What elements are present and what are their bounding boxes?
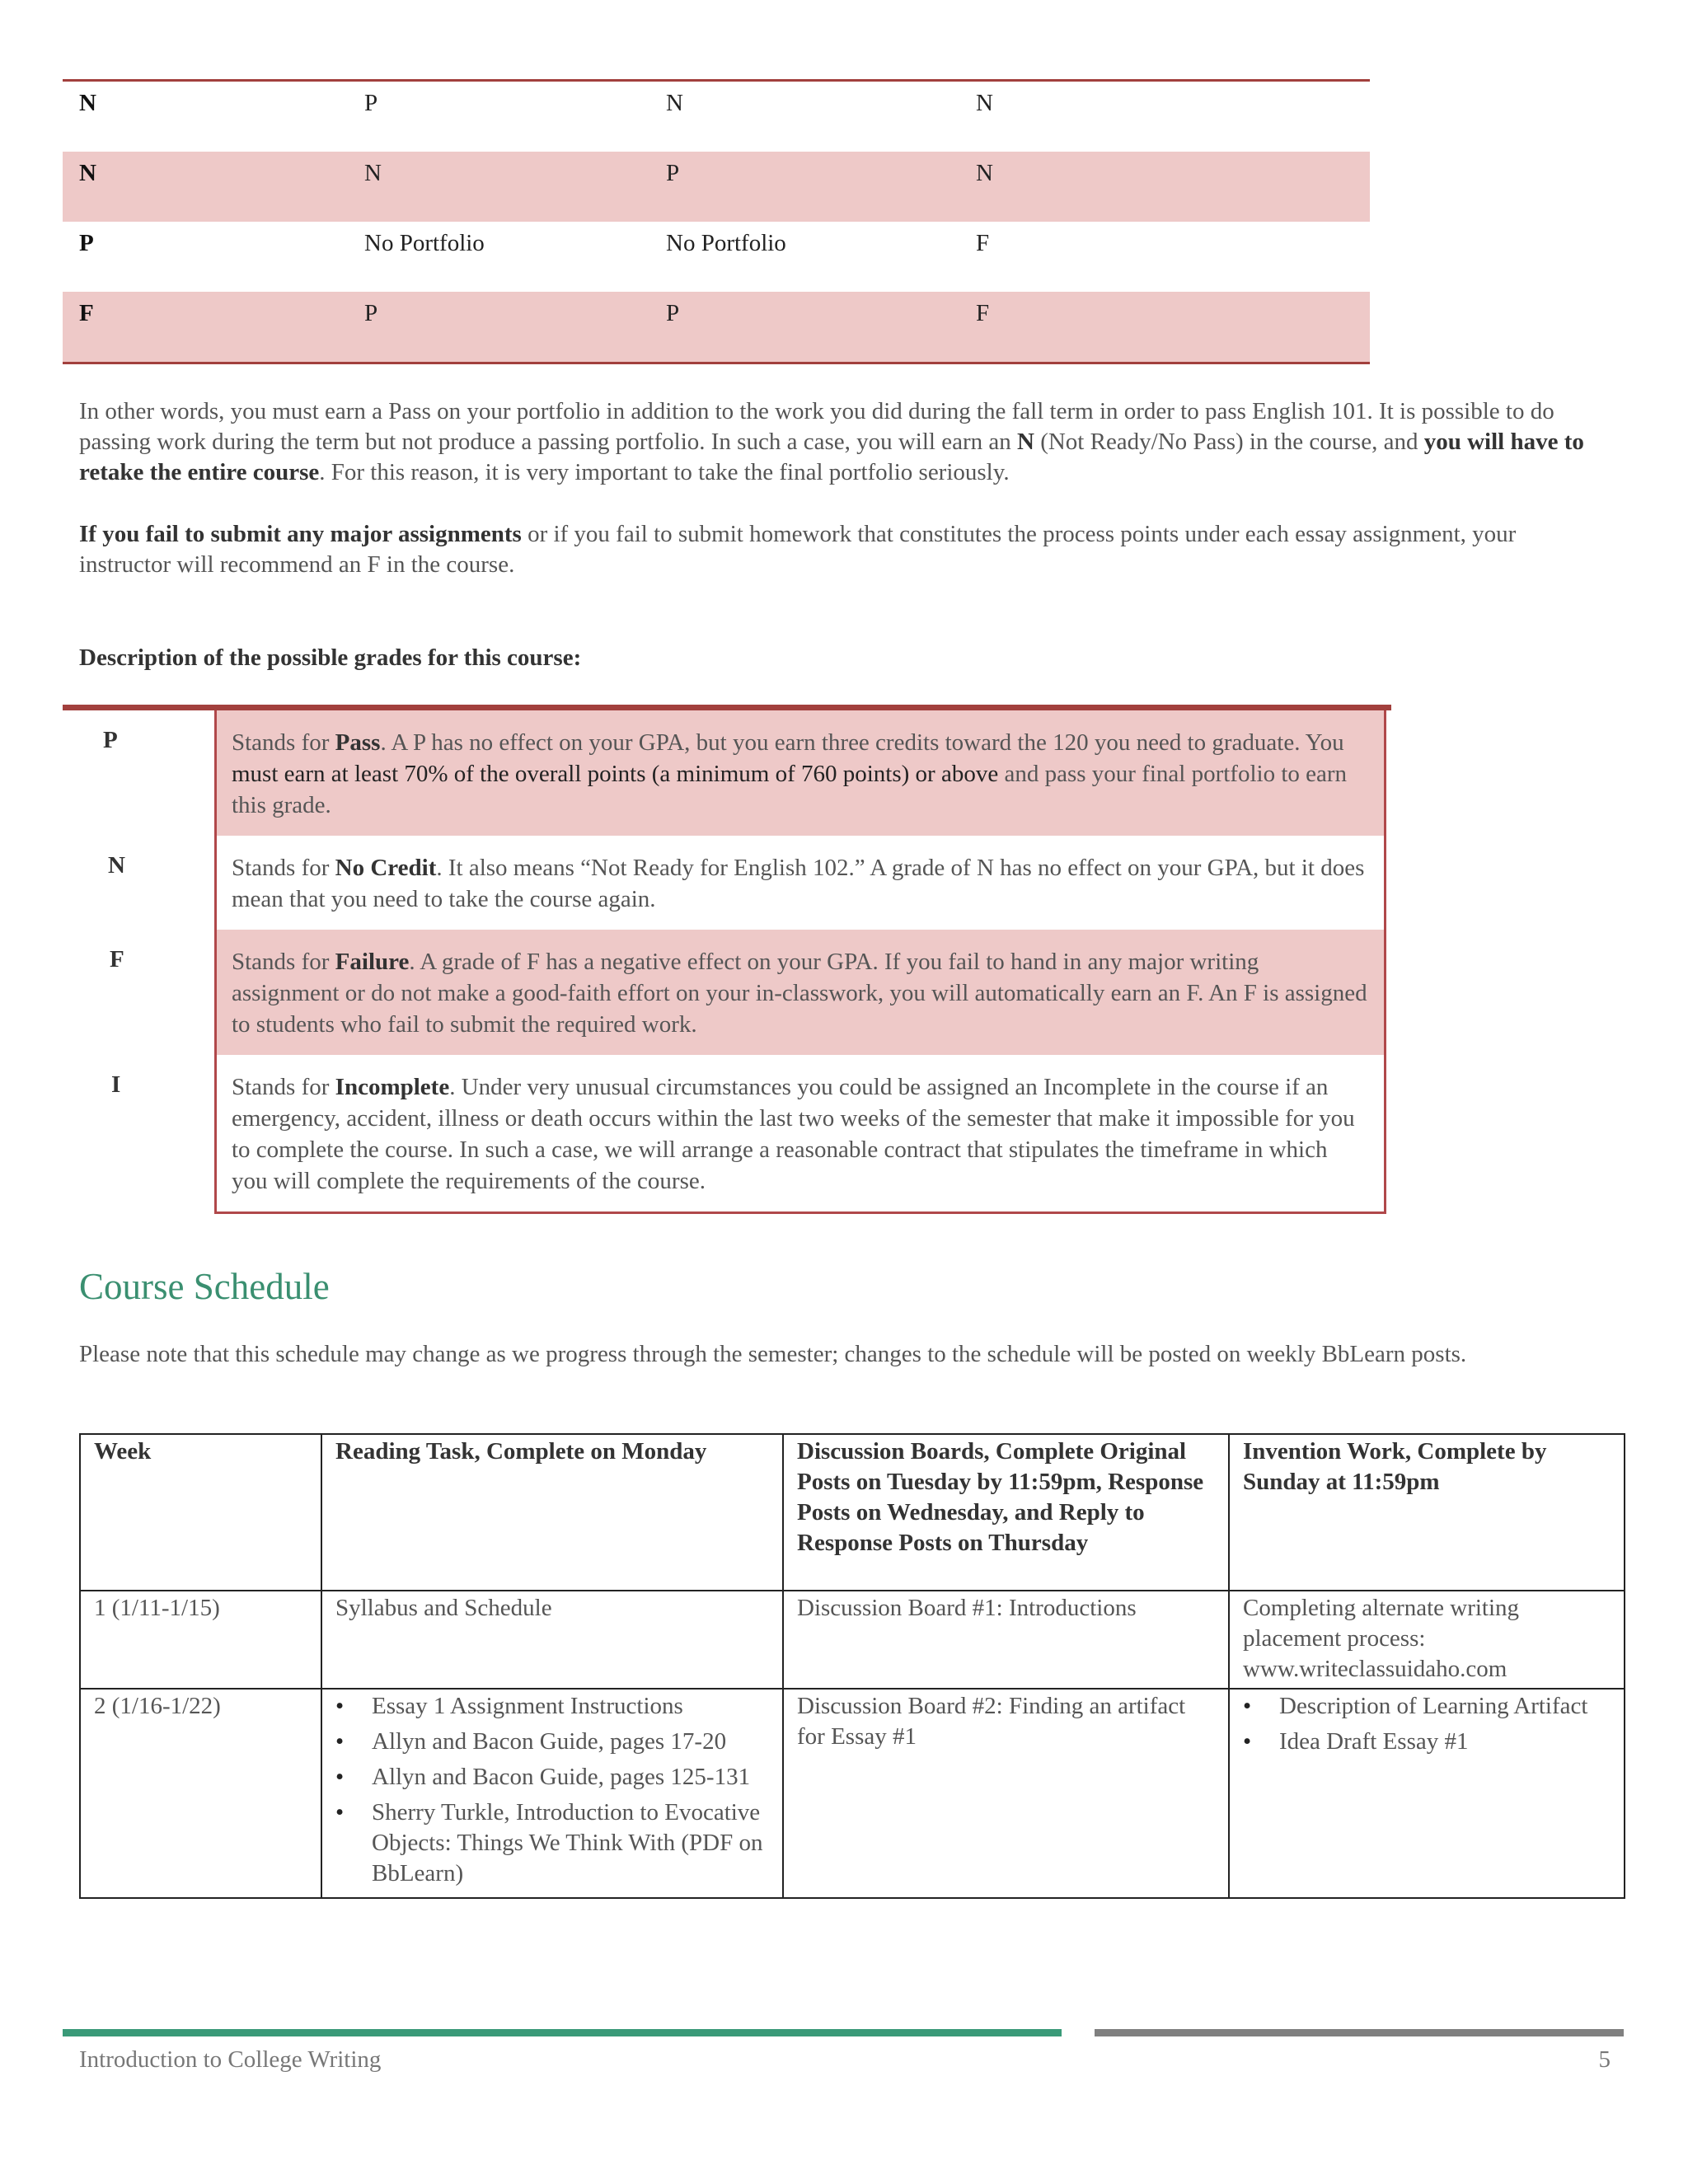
assignments-paragraph: [79, 519, 1587, 580]
section-heading: Course Schedule: [79, 1266, 330, 1307]
column-header-invention: Invention Work, Complete by Sunday at 11:59pm: [1229, 1434, 1625, 1591]
discussion-cell: Discussion Board #2: Finding an artifact for Essay #1: [783, 1689, 1229, 1898]
table-row: [63, 222, 1370, 292]
matrix-cell: N: [364, 160, 382, 186]
column-header-reading: Reading Task, Complete on Monday: [321, 1434, 783, 1591]
grade-letter: F: [110, 946, 124, 972]
matrix-cell: F: [976, 300, 990, 326]
para-text: In other words, you must earn a Pass on your portfolio in addition to the work you did during the fall term in order to pass English 101. It is possible to do passing work during the term but not produce a passing portfolio. In such a case, you will earn an: [79, 398, 1554, 455]
matrix-cell: P: [364, 90, 378, 116]
grade-description: Stands for Pass. A P has no effect on your GPA, but you earn three credits toward the 120 you need to graduate. You must earn at least 70% of the overall points (a minimum of 760 points) or above and pass your final portfolio to earn this grade.: [232, 729, 1348, 818]
list-item: • Allyn and Bacon Guide, pages 125-131: [335, 1764, 751, 1790]
grade-description: Stands for Failure. A grade of F has a negative effect on your GPA. If you fail to hand in any major writing assignment or do not make a good-faith effort on your in-classwork, you will automatically earn an F. An F is assigned to students who fail to submit the required work.: [232, 949, 1367, 1038]
grade-letter: N: [108, 852, 125, 879]
footer-title: Introduction to College Writing: [79, 2046, 382, 2073]
list-item: • Idea Draft Essay #1: [1243, 1728, 1469, 1755]
para-text: (Not Ready/No Pass) in the course, and: [1034, 429, 1424, 455]
grade-matrix-table: [63, 79, 1370, 364]
discussion-cell: Discussion Board #1: Introductions: [783, 1591, 1229, 1689]
invention-cell: [1229, 1689, 1625, 1898]
list-item: • Allyn and Bacon Guide, pages 17-20: [335, 1728, 727, 1755]
matrix-cell: P: [666, 160, 680, 186]
column-header-discussion: Discussion Boards, Complete Original Posts on Tuesday by 11:59pm, Response Posts on Wednesday, and Reply to Response Posts on Thursday: [783, 1434, 1229, 1591]
footer-green-rule: [63, 2029, 1062, 2036]
matrix-cell: No Portfolio: [364, 230, 485, 256]
table-header-row: [80, 1434, 1625, 1591]
matrix-cell: N: [666, 90, 683, 116]
list-item: • Sherry Turkle, Introduction to Evocative Objects: Things We Think With (PDF on BbLearn): [335, 1799, 763, 1886]
column-header-week: Week: [80, 1434, 321, 1591]
grade-description: Stands for No Credit. It also means “Not Ready for English 102.” A grade of N has no effect on your GPA, but it does mean that you need to take the course again.: [232, 855, 1365, 912]
table-row: [63, 292, 1370, 362]
reading-list: [335, 1691, 769, 1889]
grade-description-box: [103, 710, 1386, 1214]
table-row: [63, 152, 1370, 222]
list-item: • Essay 1 Assignment Instructions: [335, 1693, 683, 1719]
grade-row-failure: [110, 930, 1384, 1055]
grade-row-no-credit: [108, 836, 1384, 930]
matrix-cell: N: [976, 160, 993, 186]
schedule-table: [79, 1433, 1625, 1899]
grade-row-pass: [103, 710, 1384, 836]
invention-list: [1243, 1691, 1611, 1757]
invention-cell: Completing alternate writing placement process: www.writeclassuidaho.com: [1229, 1591, 1625, 1689]
matrix-cell: N: [79, 90, 96, 116]
matrix-cell: No Portfolio: [666, 230, 786, 256]
week-cell: 2 (1/16-1/22): [80, 1689, 321, 1898]
matrix-cell: N: [79, 160, 96, 186]
grade-letter: I: [111, 1071, 121, 1098]
matrix-cell: N: [976, 90, 993, 116]
schedule-note: Please note that this schedule may change as we progress through the semester; changes to the schedule will be posted on weekly BbLearn posts.: [79, 1341, 1467, 1367]
table-row: [80, 1689, 1625, 1898]
week-cell: 1 (1/11-1/15): [80, 1591, 321, 1689]
matrix-cell: F: [976, 230, 990, 256]
grade-description: Stands for Incomplete. Under very unusual circumstances you could be assigned an Incomplete in the course if an emergency, accident, illness or death occurs within the last two weeks of the semester that make it impossible for you to complete the course. In such a case, we will arrange a reasonable contract that stipulates the timeframe in which you will complete the requirements of the course.: [232, 1074, 1355, 1194]
para-bold: you will have to retake the entire course: [79, 429, 1584, 485]
grades-heading: Description of the possible grades for this course:: [79, 644, 582, 671]
para-text: or if you fail to submit homework that constitutes the process points under each essay assignment, your instructor will recommend an F in the course.: [79, 521, 1517, 578]
matrix-cell: P: [79, 230, 94, 256]
reading-cell: [321, 1689, 783, 1898]
matrix-cell: P: [364, 300, 378, 326]
para-bold: N: [1016, 429, 1034, 455]
footer-gray-rule: [1095, 2029, 1624, 2036]
table-top-rule: [63, 705, 1391, 710]
table-row: [80, 1591, 1625, 1689]
grade-description-table: [63, 705, 1391, 1214]
table-row: [63, 82, 1370, 152]
list-item: • Description of Learning Artifact: [1243, 1693, 1588, 1719]
portfolio-paragraph: [79, 396, 1587, 488]
reading-cell: Syllabus and Schedule: [321, 1591, 783, 1689]
grade-row-incomplete: [111, 1055, 1384, 1212]
matrix-cell: P: [666, 300, 680, 326]
para-bold: If you fail to submit any major assignments: [79, 521, 522, 547]
page-number: 5: [1598, 2046, 1611, 2073]
table-bottom-rule: [63, 362, 1370, 364]
matrix-cell: F: [79, 300, 94, 326]
para-text: . For this reason, it is very important to take the final portfolio seriously.: [319, 459, 1010, 485]
grade-letter: P: [103, 727, 118, 753]
